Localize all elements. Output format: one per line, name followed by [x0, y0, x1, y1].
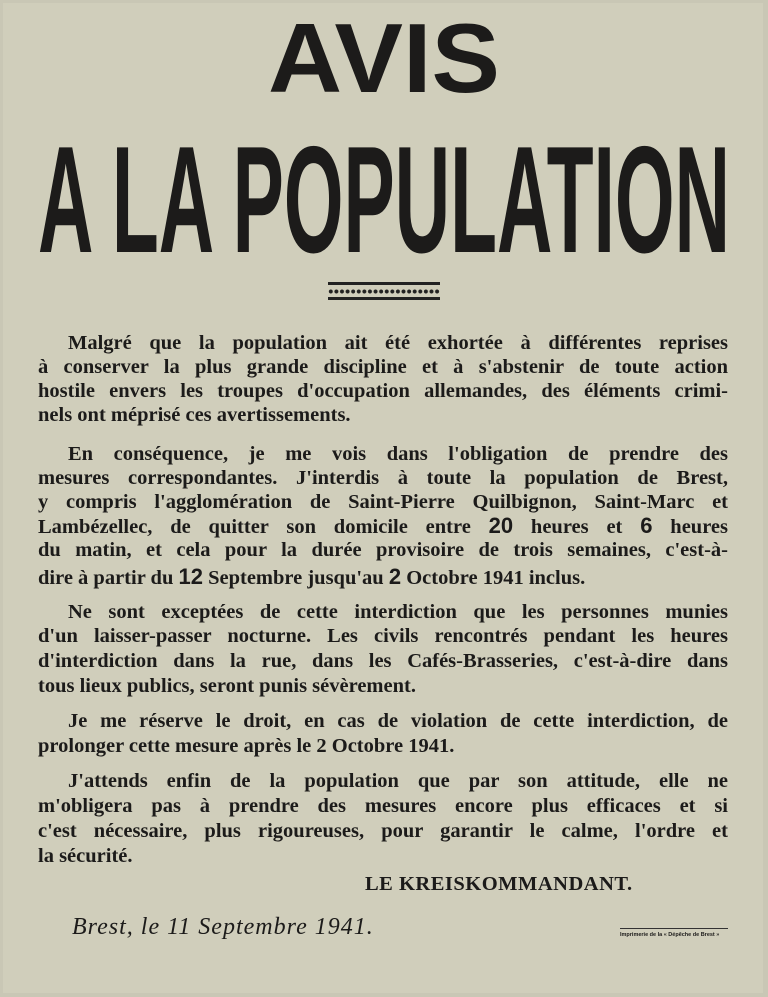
text-segment: la sécurité.: [38, 845, 133, 867]
paragraph-2-line: [38, 538, 728, 562]
text-segment: du matin, et cela pour la durée provisoire de trois semaines, c'est-à-: [38, 539, 728, 561]
divider-top: [328, 282, 440, 285]
printer-credit: Imprimerie de la « Dépêche de Brest »: [620, 928, 728, 938]
paragraph-2-line: [38, 514, 728, 539]
paragraph-3-line: [38, 649, 728, 673]
text-segment: Septembre jusqu'au: [202, 567, 389, 589]
paragraph-1-line: [38, 355, 728, 379]
text-segment: Lambézellec, de quitter son domicile entre: [38, 516, 489, 538]
text-segment: y compris l'agglomération de Saint-Pierre Quilbignon, Saint-Marc et: [38, 491, 728, 513]
text-segment: prolonger cette mesure après le 2 Octobre 1941.: [38, 735, 455, 757]
paragraph-1-line: [38, 379, 728, 403]
paragraph-3-line: [38, 624, 728, 648]
text-segment: Ne sont exceptées de cette interdiction que les personnes munies: [68, 601, 728, 623]
text-segment: c'est nécessaire, plus rigoureuses, pour garantir le calme, l'ordre et: [38, 820, 728, 842]
paragraph-3-line: [68, 600, 728, 624]
paragraph-2-line: [38, 565, 728, 590]
paragraph-4-line: [38, 734, 728, 758]
text-segment: hostile envers les troupes d'occupation allemandes, des éléments crimi-: [38, 380, 728, 402]
divider-bottom: [328, 297, 440, 300]
emphasized-number: 20: [488, 513, 514, 538]
paragraph-5-line: [38, 844, 728, 868]
signature: LE KREISKOMMANDANT.: [365, 873, 633, 895]
paragraph-5-line: [38, 819, 728, 843]
text-segment: heures et: [513, 516, 641, 538]
text-segment: Malgré que la population ait été exhortée à différentes reprises: [68, 332, 728, 354]
text-segment: heures: [652, 516, 728, 538]
text-segment: d'un laisser-passer nocturne. Les civils rencontrés pendant les heures: [38, 625, 728, 647]
paragraph-2-line: [38, 490, 728, 514]
divider-dots: [328, 289, 440, 294]
paragraph-5-line: [68, 769, 728, 793]
text-segment: mesures correspondantes. J'interdis à toute la population de Brest,: [38, 467, 728, 489]
emphasized-number: 6: [640, 513, 653, 538]
text-segment: En conséquence, je me vois dans l'obligation de prendre des: [68, 443, 728, 465]
title-a-la-population: A LA POPULATION: [38, 115, 730, 270]
paragraph-4-line: [68, 709, 728, 733]
text-segment: m'obligera pas à prendre des mesures encore plus efficaces et si: [38, 795, 728, 817]
text-segment: Je me réserve le droit, en cas de violation de cette interdiction, de: [68, 710, 728, 732]
text-segment: d'interdiction dans la rue, dans les Cafés-Brasseries, c'est-à-dire dans: [38, 650, 728, 672]
paragraph-2-line: [68, 442, 728, 466]
title-avis: AVIS: [268, 3, 500, 113]
paragraph-2-line: [38, 466, 728, 490]
paragraph-1-line: [38, 403, 728, 427]
paragraph-5-line: [38, 794, 728, 818]
paragraph-3-line: [38, 674, 728, 698]
poster-title: [0, 0, 768, 270]
paragraph-1-line: [68, 331, 728, 355]
text-segment: à conserver la plus grande discipline et à s'abstenir de toute action: [38, 356, 728, 378]
text-segment: J'attends enfin de la population que par son attitude, elle ne: [68, 770, 728, 792]
text-segment: Octobre 1941 inclus.: [401, 567, 586, 589]
date-line: Brest, le 11 Septembre 1941.: [72, 914, 374, 940]
text-segment: nels ont méprisé ces avertissements.: [38, 404, 351, 426]
text-segment: tous lieux publics, seront punis sévèrement.: [38, 675, 416, 697]
emphasized-number: 12: [178, 564, 203, 589]
emphasized-number: 2: [388, 564, 402, 589]
text-segment: dire à partir du: [38, 567, 179, 589]
